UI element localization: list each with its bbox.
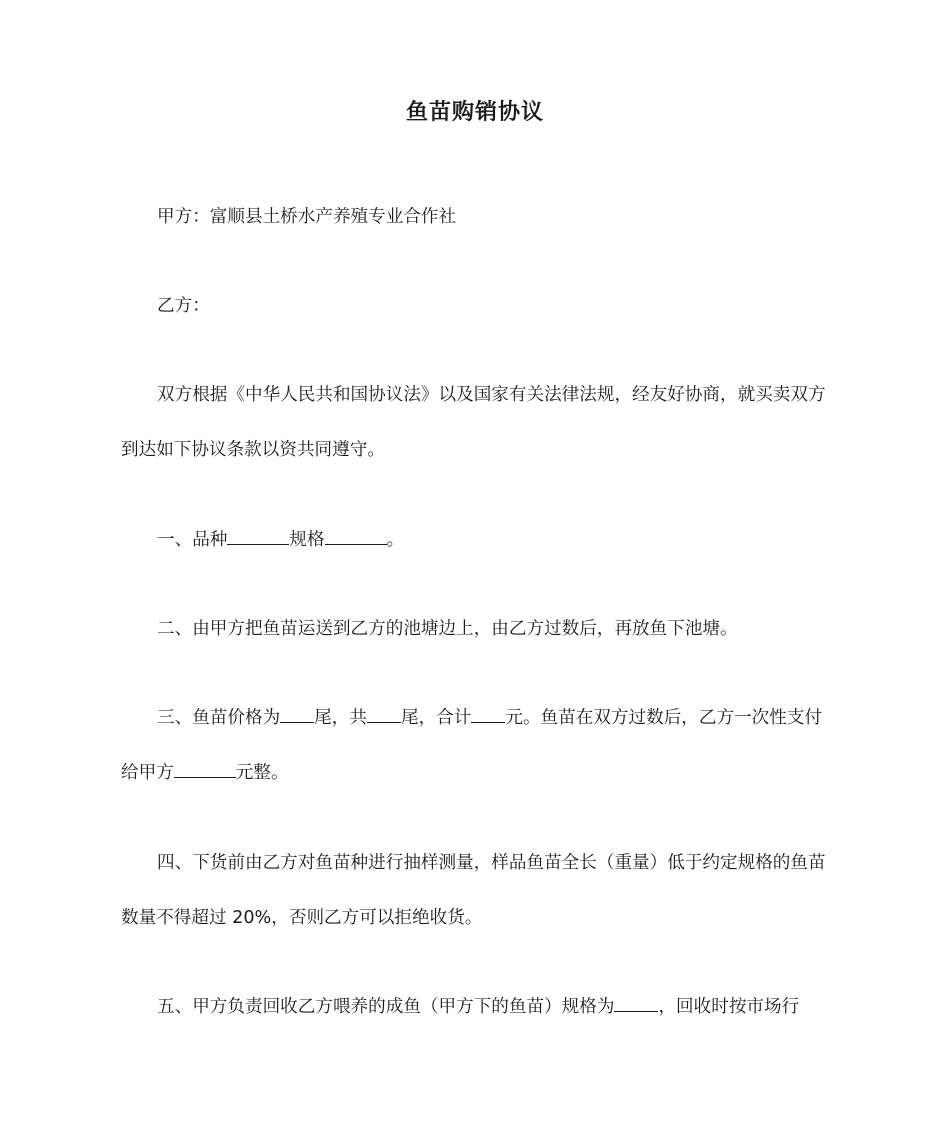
clause-5-part1: 五、甲方负责回收乙方喂养的成鱼（甲方下的鱼苗）规格为 xyxy=(157,997,615,1017)
document-title: 鱼苗购销协议 xyxy=(405,100,544,125)
clause-3-part5: 元整。 xyxy=(235,763,289,783)
clause-3-part3: 尾，合计 xyxy=(400,708,472,728)
clause-5 xyxy=(121,980,833,1035)
clause-1-suffix: 。 xyxy=(386,530,405,550)
price-blank xyxy=(280,706,314,723)
intro-paragraph: 双方根据《中华人民共和国协议法》以及国家有关法律法规，经友好协商，就买卖双方到达如下协议条款以资共同遵守。 xyxy=(121,385,826,460)
clause-1 xyxy=(121,513,833,568)
clause-3 xyxy=(121,691,833,801)
payment-blank xyxy=(174,761,236,778)
party-a-line: 甲方：富顺县土桥水产养殖专业合作社 xyxy=(157,207,457,227)
clause-3-part4: 元。鱼苗在双方过数后，乙方一次性支付给甲方 xyxy=(121,708,823,783)
spec-blank xyxy=(325,528,387,545)
clause-2: 二、由甲方把鱼苗运送到乙方的池塘边上，由乙方过数后，再放鱼下池塘。 xyxy=(157,619,738,639)
quantity-blank xyxy=(367,706,401,723)
clause-4: 四、下货前由乙方对鱼苗种进行抽样测量，样品鱼苗全长（重量）低于约定规格的鱼苗数量不得超过 20%，否则乙方可以拒绝收货。 xyxy=(121,853,826,928)
party-b-line: 乙方： xyxy=(157,296,210,316)
clause-3-part2: 尾，共 xyxy=(314,708,367,728)
recovery-spec-blank xyxy=(614,995,658,1012)
clause-1-middle: 规格 xyxy=(289,530,325,550)
variety-blank xyxy=(227,528,289,545)
clause-1-prefix: 一、品种 xyxy=(157,530,228,550)
clause-3-part1: 三、鱼苗价格为 xyxy=(157,708,281,728)
total-blank xyxy=(471,706,505,723)
clause-5-part2: ，回收时按市场行 xyxy=(658,997,800,1017)
